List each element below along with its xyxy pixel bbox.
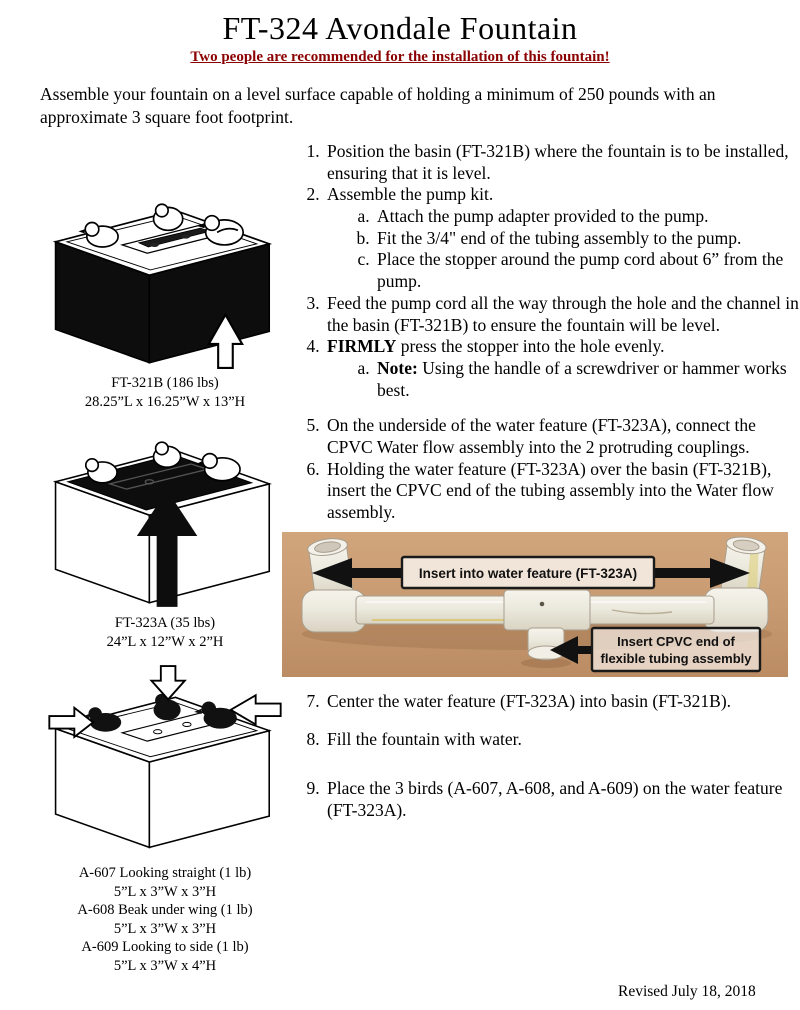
step-5 (324, 415, 799, 458)
page-title: FT-324 Avondale Fountain (222, 10, 578, 46)
step-8 (324, 729, 799, 751)
step-text: Using the handle of a screwdriver or hammer works best. (377, 357, 787, 400)
step-text: press the stopper into the hole evenly. (396, 336, 665, 357)
step-bold-text: FIRMLY (327, 336, 397, 357)
step-bold-text: Note: (377, 357, 418, 378)
step-text: Assemble the pump kit. (327, 184, 494, 205)
down-arrow-icon (151, 666, 184, 699)
step-2 (324, 184, 799, 292)
step-text: Fill the fountain with water. (327, 729, 522, 750)
figure-basin (40, 198, 290, 411)
figure-bird-dimensions: 5”L x 3”W x 3”H (113, 883, 217, 900)
center-coupling (504, 590, 590, 630)
step-text: Attach the pump adapter provided to the pump. (377, 206, 709, 227)
step-text: Feed the pump cord all the way through the hole and the channel in the basin (FT-321B) to ensure the fountain will be level. (327, 292, 799, 335)
figure-birds (40, 664, 290, 975)
step-text: Holding the water feature (FT-323A) over the basin (FT-321B), insert the CPVC end of the tubing assembly into the Water flow assembly. (327, 458, 774, 522)
pipe-assembly-photo (282, 532, 788, 677)
figure-water-feature (40, 438, 290, 651)
step-3 (324, 293, 799, 336)
steps-list (293, 141, 799, 524)
label-bottom-text-line2: flexible tubing assembly (600, 650, 752, 666)
step-9 (324, 778, 799, 821)
figure-water-feature-dimensions: 24”L x 12”W x 2”H (106, 633, 224, 650)
warning-text: Two people are recommended for the installation of this fountain! (190, 49, 610, 65)
figure-bird-caption: A-609 Looking to side (1 lb) (81, 939, 249, 956)
figure-bird-dimensions: 5”L x 3”W x 4”H (113, 957, 217, 974)
label-top-text: Insert into water feature (FT-323A) (418, 565, 638, 581)
intro-paragraph: Assemble your fountain on a level surface capable of holding a minimum of 250 pounds with an approximate 3 square foot footprint. (40, 84, 716, 128)
substeps-list (327, 358, 799, 401)
figure-water-feature-caption: FT-323A (35 lbs) (114, 615, 216, 631)
steps-list-continued (293, 691, 799, 822)
bird-icon (154, 204, 183, 230)
water-feature-illustration (45, 438, 285, 610)
step-6 (324, 459, 799, 524)
substeps-list (327, 206, 799, 293)
figure-bird-caption: A-608 Beak under wing (1 lb) (77, 902, 253, 919)
step-7 (324, 691, 799, 713)
step-text: On the underside of the water feature (FT-323A), connect the CPVC Water flow assembly into the 2 protruding couplings. (327, 415, 756, 457)
step-text: Center the water feature (FT-323A) into basin (FT-321B). (327, 690, 732, 711)
step-text: Place the stopper around the pump cord about 6” from the pump. (377, 249, 784, 292)
step-1 (324, 141, 799, 184)
basin-illustration (45, 198, 285, 370)
step-4 (324, 336, 799, 401)
step-2a (374, 206, 799, 228)
step-text: Position the basin (FT-321B) where the fountain is to be installed, ensuring that it is level. (327, 141, 789, 183)
label-bottom-text-line1: Insert CPVC end of (617, 633, 735, 649)
step-4a (374, 358, 799, 401)
step-text: Place the 3 birds (A-607, A-608, and A-609) on the water feature (FT-323A). (327, 778, 783, 820)
figure-basin-dimensions: 28.25”L x 16.25”W x 13”H (84, 393, 246, 410)
bird-icon (86, 459, 117, 483)
instructions-column (293, 141, 799, 821)
pipe-assembly-image (282, 532, 788, 677)
revision-date: Revised July 18, 2018 (618, 983, 756, 1000)
birds-illustration (45, 664, 285, 862)
bird-icon (154, 442, 181, 467)
figure-bird-dimensions: 5”L x 3”W x 3”H (113, 920, 217, 937)
figure-bird-caption: A-607 Looking straight (1 lb) (78, 865, 252, 881)
step-2b (374, 228, 799, 250)
step-2c (374, 249, 799, 292)
figure-basin-caption: FT-321B (186 lbs) (111, 375, 219, 391)
step-text: Fit the 3/4" end of the tubing assembly to the pump. (377, 227, 742, 248)
